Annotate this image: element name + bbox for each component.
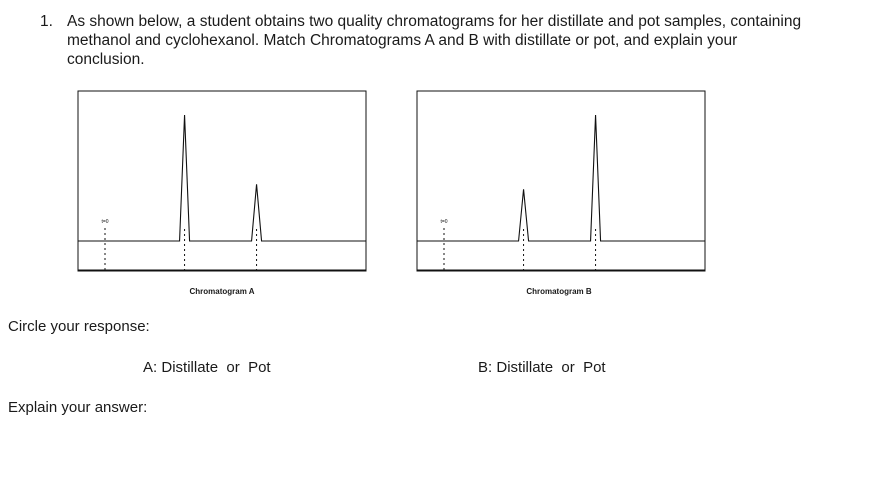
question-number: 1. — [40, 13, 53, 30]
chromatogram-b-plot — [416, 90, 706, 272]
response-b-letter: B: — [478, 359, 493, 376]
circle-prompt: Circle your response: — [8, 318, 150, 335]
chromatogram-b-caption: Chromatogram B — [526, 287, 592, 296]
explain-prompt: Explain your answer: — [8, 399, 148, 416]
chromatogram-a — [77, 90, 367, 272]
chromatogram-b-start-label: t=0 — [440, 219, 448, 225]
chromatogram-a-caption: Chromatogram A — [189, 287, 255, 296]
response-a-or: or — [226, 359, 240, 376]
chromatogram-b-frame — [417, 91, 705, 271]
chromatogram-a-plot — [77, 90, 367, 272]
chromatogram-a-start-label: t=0 — [101, 219, 109, 225]
response-b-distillate[interactable]: Distillate — [496, 359, 554, 376]
question-text: As shown below, a student obtains two quality chromatograms for her distillate and pot samples, containing methanol and cyclohexanol. Match Chromatograms A and B with distillate or pot, and explain your conclusion. — [67, 13, 802, 68]
response-a — [143, 359, 271, 376]
response-a-distillate[interactable]: Distillate — [161, 359, 219, 376]
chromatogram-b — [416, 90, 706, 272]
response-a-pot[interactable]: Pot — [248, 359, 271, 376]
response-a-letter: A: — [143, 359, 158, 376]
response-b-or: or — [561, 359, 575, 376]
response-b-pot[interactable]: Pot — [583, 359, 606, 376]
chromatogram-b-trace — [417, 115, 705, 241]
chromatogram-a-trace — [78, 115, 366, 241]
response-b — [478, 359, 606, 376]
chromatogram-a-frame — [78, 91, 366, 271]
